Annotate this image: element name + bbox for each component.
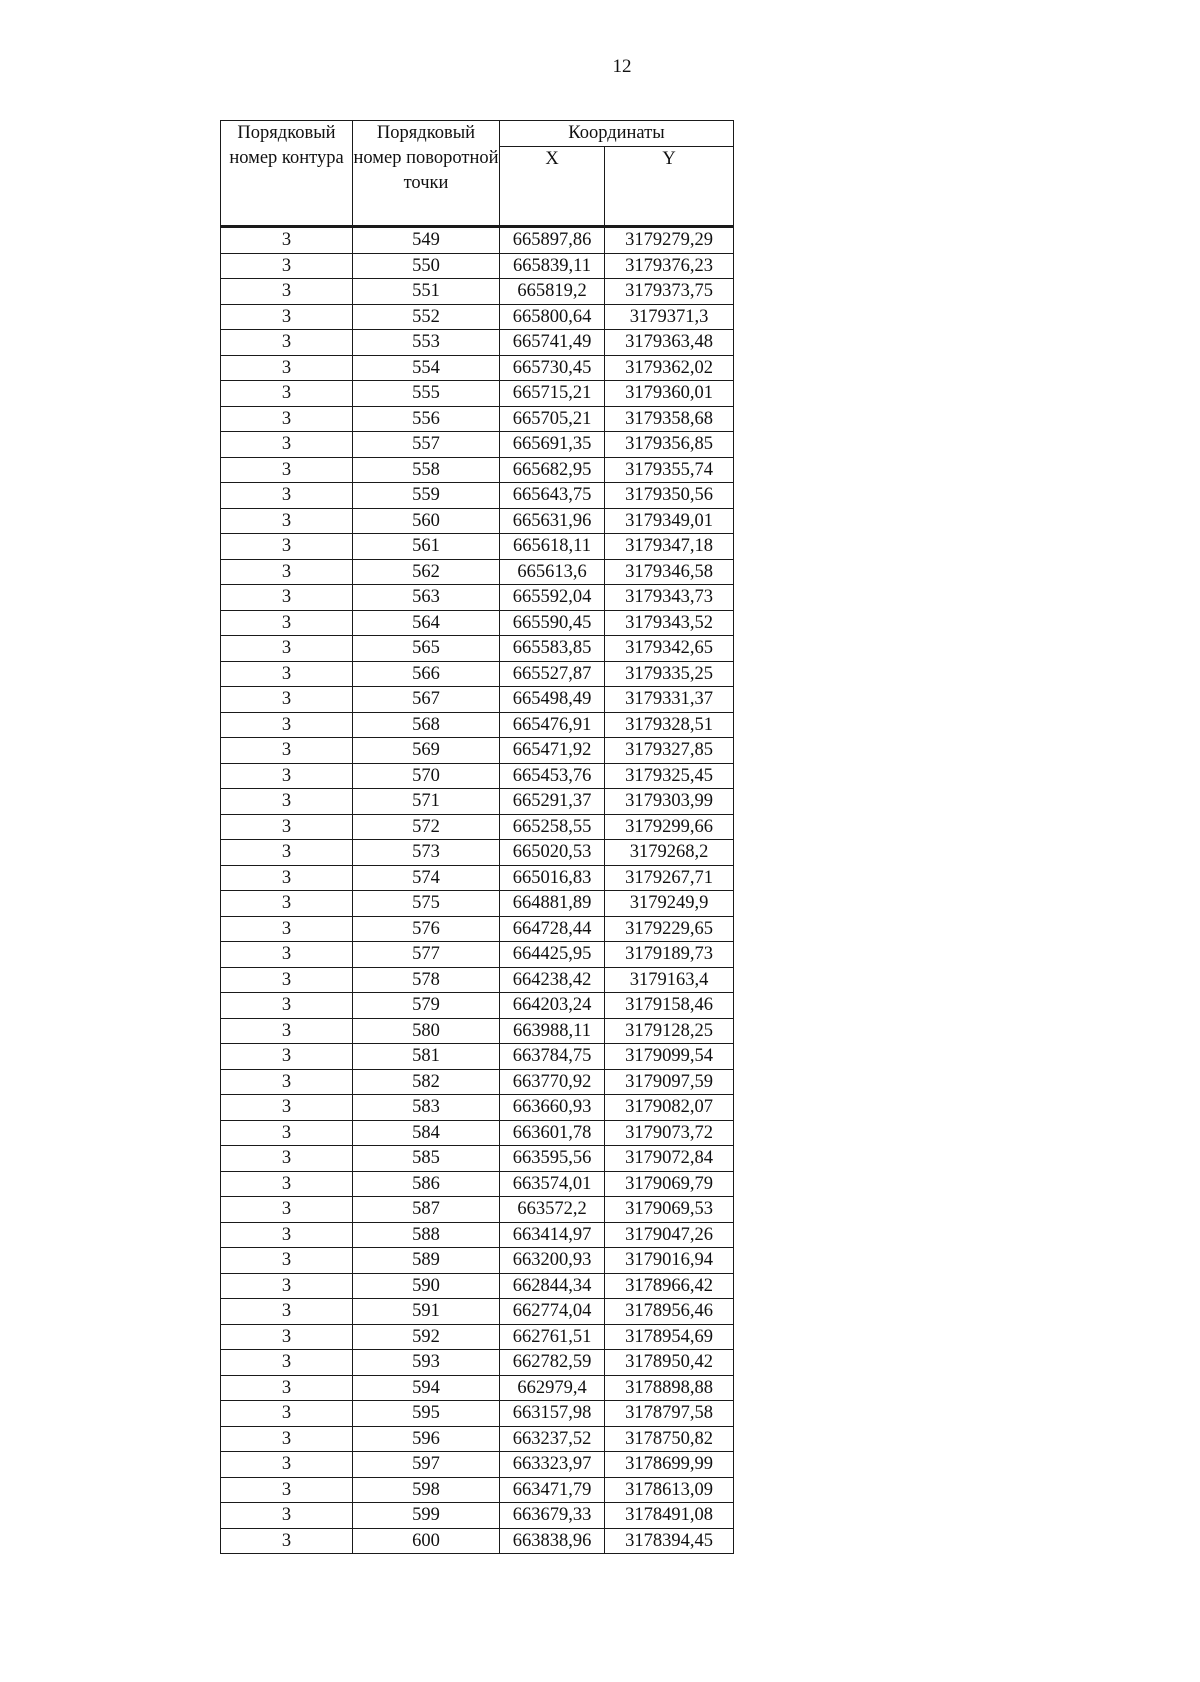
cell-point: 594 [353,1375,500,1401]
table-row [221,712,734,738]
cell-contour: 3 [221,1171,353,1197]
table-row [221,1044,734,1070]
cell-x: 663838,96 [500,1528,605,1554]
table-row [221,636,734,662]
cell-y: 3179299,66 [605,814,734,840]
header-coordinates: Координаты [500,121,734,147]
table-row [221,1069,734,1095]
cell-x: 664238,42 [500,967,605,993]
cell-point: 581 [353,1044,500,1070]
cell-point: 572 [353,814,500,840]
cell-x: 662844,34 [500,1273,605,1299]
table-row [221,1503,734,1529]
cell-point: 552 [353,304,500,330]
cell-x: 664425,95 [500,942,605,968]
cell-y: 3178491,08 [605,1503,734,1529]
cell-point: 573 [353,840,500,866]
cell-y: 3179373,75 [605,279,734,305]
table-row [221,610,734,636]
cell-y: 3179358,68 [605,406,734,432]
cell-x: 665715,21 [500,381,605,407]
cell-y: 3178394,45 [605,1528,734,1554]
table-row [221,534,734,560]
cell-x: 663574,01 [500,1171,605,1197]
cell-contour: 3 [221,355,353,381]
cell-point: 579 [353,993,500,1019]
cell-y: 3179128,25 [605,1018,734,1044]
cell-contour: 3 [221,253,353,279]
table-row [221,355,734,381]
cell-point: 570 [353,763,500,789]
table-row [221,1375,734,1401]
cell-point: 593 [353,1350,500,1376]
table-row [221,559,734,585]
cell-x: 662979,4 [500,1375,605,1401]
cell-contour: 3 [221,457,353,483]
cell-x: 663414,97 [500,1222,605,1248]
table-row [221,1197,734,1223]
cell-y: 3179069,53 [605,1197,734,1223]
cell-x: 665631,96 [500,508,605,534]
cell-y: 3178613,09 [605,1477,734,1503]
cell-y: 3179343,52 [605,610,734,636]
table-row [221,687,734,713]
cell-contour: 3 [221,1426,353,1452]
table-row [221,406,734,432]
table-row [221,1350,734,1376]
cell-x: 663988,11 [500,1018,605,1044]
table-row [221,508,734,534]
cell-y: 3179327,85 [605,738,734,764]
cell-contour: 3 [221,406,353,432]
cell-x: 665527,87 [500,661,605,687]
cell-point: 553 [353,330,500,356]
cell-contour: 3 [221,967,353,993]
table-row [221,1095,734,1121]
cell-x: 665682,95 [500,457,605,483]
cell-point: 580 [353,1018,500,1044]
cell-contour: 3 [221,814,353,840]
cell-x: 665839,11 [500,253,605,279]
cell-x: 665613,6 [500,559,605,585]
cell-point: 595 [353,1401,500,1427]
table-row [221,1528,734,1554]
cell-y: 3179371,3 [605,304,734,330]
cell-contour: 3 [221,1503,353,1529]
cell-x: 663237,52 [500,1426,605,1452]
cell-y: 3179158,46 [605,993,734,1019]
cell-x: 665583,85 [500,636,605,662]
cell-contour: 3 [221,1528,353,1554]
cell-point: 565 [353,636,500,662]
table-row [221,253,734,279]
cell-x: 665897,86 [500,227,605,254]
cell-contour: 3 [221,1299,353,1325]
cell-point: 586 [353,1171,500,1197]
cell-point: 560 [353,508,500,534]
cell-point: 569 [353,738,500,764]
cell-y: 3179343,73 [605,585,734,611]
cell-x: 663660,93 [500,1095,605,1121]
cell-x: 663471,79 [500,1477,605,1503]
cell-x: 663770,92 [500,1069,605,1095]
cell-point: 592 [353,1324,500,1350]
cell-y: 3178699,99 [605,1452,734,1478]
cell-contour: 3 [221,636,353,662]
cell-contour: 3 [221,891,353,917]
cell-contour: 3 [221,1248,353,1274]
cell-point: 600 [353,1528,500,1554]
page-number: 12 [612,56,632,77]
cell-contour: 3 [221,840,353,866]
cell-point: 551 [353,279,500,305]
cell-point: 577 [353,942,500,968]
cell-y: 3179072,84 [605,1146,734,1172]
cell-point: 587 [353,1197,500,1223]
cell-contour: 3 [221,865,353,891]
cell-contour: 3 [221,712,353,738]
table-row [221,1273,734,1299]
cell-contour: 3 [221,763,353,789]
cell-contour: 3 [221,661,353,687]
cell-x: 663601,78 [500,1120,605,1146]
table-row [221,1426,734,1452]
cell-y: 3179335,25 [605,661,734,687]
cell-point: 568 [353,712,500,738]
cell-y: 3179073,72 [605,1120,734,1146]
cell-contour: 3 [221,1477,353,1503]
cell-contour: 3 [221,585,353,611]
table-row [221,1248,734,1274]
table-row [221,1222,734,1248]
header-x: X [500,147,605,227]
cell-y: 3178797,58 [605,1401,734,1427]
cell-contour: 3 [221,687,353,713]
cell-point: 576 [353,916,500,942]
cell-point: 598 [353,1477,500,1503]
cell-x: 663595,56 [500,1146,605,1172]
cell-point: 563 [353,585,500,611]
table-row [221,891,734,917]
cell-point: 571 [353,789,500,815]
table-row [221,1324,734,1350]
cell-y: 3179097,59 [605,1069,734,1095]
table-row [221,942,734,968]
cell-x: 665741,49 [500,330,605,356]
cell-point: 599 [353,1503,500,1529]
cell-point: 597 [353,1452,500,1478]
cell-contour: 3 [221,1452,353,1478]
cell-y: 3178966,42 [605,1273,734,1299]
cell-x: 665800,64 [500,304,605,330]
cell-point: 596 [353,1426,500,1452]
cell-y: 3179346,58 [605,559,734,585]
cell-y: 3179363,48 [605,330,734,356]
cell-contour: 3 [221,559,353,585]
cell-contour: 3 [221,942,353,968]
cell-point: 584 [353,1120,500,1146]
cell-contour: 3 [221,789,353,815]
cell-y: 3179163,4 [605,967,734,993]
table-row [221,381,734,407]
cell-x: 665498,49 [500,687,605,713]
table-body [221,227,734,1554]
table-row [221,916,734,942]
cell-y: 3179267,71 [605,865,734,891]
cell-y: 3179189,73 [605,942,734,968]
cell-x: 662761,51 [500,1324,605,1350]
cell-y: 3179342,65 [605,636,734,662]
table-row [221,865,734,891]
cell-point: 578 [353,967,500,993]
cell-contour: 3 [221,1044,353,1070]
cell-point: 566 [353,661,500,687]
cell-point: 589 [353,1248,500,1274]
table-row [221,330,734,356]
cell-point: 556 [353,406,500,432]
cell-y: 3179347,18 [605,534,734,560]
cell-point: 575 [353,891,500,917]
cell-x: 665291,37 [500,789,605,815]
cell-contour: 3 [221,1222,353,1248]
cell-x: 665453,76 [500,763,605,789]
cell-x: 665258,55 [500,814,605,840]
table-row [221,1401,734,1427]
table-row [221,840,734,866]
cell-contour: 3 [221,1197,353,1223]
table-row [221,585,734,611]
cell-x: 663784,75 [500,1044,605,1070]
table-row [221,763,734,789]
cell-point: 583 [353,1095,500,1121]
cell-contour: 3 [221,1095,353,1121]
cell-y: 3179328,51 [605,712,734,738]
table-row [221,661,734,687]
cell-x: 665016,83 [500,865,605,891]
cell-y: 3179331,37 [605,687,734,713]
cell-x: 665020,53 [500,840,605,866]
table-row [221,1452,734,1478]
table-row [221,814,734,840]
cell-contour: 3 [221,738,353,764]
cell-point: 549 [353,227,500,254]
table-row [221,483,734,509]
cell-contour: 3 [221,916,353,942]
cell-contour: 3 [221,1069,353,1095]
cell-x: 665643,75 [500,483,605,509]
cell-contour: 3 [221,993,353,1019]
cell-contour: 3 [221,1120,353,1146]
cell-contour: 3 [221,381,353,407]
cell-y: 3178950,42 [605,1350,734,1376]
cell-contour: 3 [221,483,353,509]
cell-point: 550 [353,253,500,279]
cell-x: 665471,92 [500,738,605,764]
cell-x: 663572,2 [500,1197,605,1223]
cell-y: 3179355,74 [605,457,734,483]
cell-contour: 3 [221,279,353,305]
cell-x: 665705,21 [500,406,605,432]
cell-x: 665476,91 [500,712,605,738]
table-row [221,1120,734,1146]
cell-point: 588 [353,1222,500,1248]
cell-x: 663200,93 [500,1248,605,1274]
cell-y: 3179376,23 [605,253,734,279]
table-row [221,993,734,1019]
cell-y: 3179360,01 [605,381,734,407]
table-row [221,1018,734,1044]
cell-point: 558 [353,457,500,483]
cell-x: 663679,33 [500,1503,605,1529]
cell-x: 663157,98 [500,1401,605,1427]
table-row [221,279,734,305]
table-row [221,304,734,330]
cell-point: 585 [353,1146,500,1172]
header-point-number: Порядковый номер поворотной точки [353,121,500,227]
cell-y: 3179047,26 [605,1222,734,1248]
table-row [221,738,734,764]
cell-x: 663323,97 [500,1452,605,1478]
cell-contour: 3 [221,304,353,330]
cell-x: 665592,04 [500,585,605,611]
cell-contour: 3 [221,227,353,254]
cell-point: 555 [353,381,500,407]
cell-contour: 3 [221,508,353,534]
cell-y: 3179016,94 [605,1248,734,1274]
cell-contour: 3 [221,1018,353,1044]
cell-contour: 3 [221,1324,353,1350]
table-row [221,1477,734,1503]
cell-x: 664203,24 [500,993,605,1019]
cell-y: 3179069,79 [605,1171,734,1197]
cell-contour: 3 [221,1375,353,1401]
cell-y: 3179303,99 [605,789,734,815]
cell-y: 3178956,46 [605,1299,734,1325]
cell-point: 591 [353,1299,500,1325]
cell-x: 664881,89 [500,891,605,917]
table-header [221,121,734,227]
cell-x: 665819,2 [500,279,605,305]
cell-y: 3179350,56 [605,483,734,509]
cell-y: 3178898,88 [605,1375,734,1401]
cell-contour: 3 [221,1350,353,1376]
cell-point: 562 [353,559,500,585]
cell-contour: 3 [221,1146,353,1172]
table-row [221,432,734,458]
cell-point: 554 [353,355,500,381]
table-row [221,1299,734,1325]
cell-x: 662774,04 [500,1299,605,1325]
cell-contour: 3 [221,610,353,636]
cell-y: 3179229,65 [605,916,734,942]
cell-y: 3179349,01 [605,508,734,534]
cell-point: 561 [353,534,500,560]
cell-point: 564 [353,610,500,636]
cell-y: 3179325,45 [605,763,734,789]
cell-point: 557 [353,432,500,458]
cell-point: 574 [353,865,500,891]
table-row [221,967,734,993]
cell-x: 665618,11 [500,534,605,560]
cell-y: 3178750,82 [605,1426,734,1452]
cell-x: 662782,59 [500,1350,605,1376]
cell-x: 665590,45 [500,610,605,636]
header-contour-number: Порядковый номер контура [221,121,353,227]
cell-point: 559 [353,483,500,509]
table-row [221,1146,734,1172]
table-row [221,789,734,815]
cell-contour: 3 [221,330,353,356]
cell-contour: 3 [221,1401,353,1427]
table-row [221,227,734,254]
cell-x: 665691,35 [500,432,605,458]
cell-y: 3179249,9 [605,891,734,917]
coordinates-table [220,120,734,1554]
cell-x: 665730,45 [500,355,605,381]
cell-y: 3179099,54 [605,1044,734,1070]
cell-y: 3179356,85 [605,432,734,458]
cell-y: 3178954,69 [605,1324,734,1350]
cell-y: 3179362,02 [605,355,734,381]
cell-y: 3179268,2 [605,840,734,866]
cell-point: 582 [353,1069,500,1095]
cell-y: 3179279,29 [605,227,734,254]
cell-point: 590 [353,1273,500,1299]
table-row [221,1171,734,1197]
cell-y: 3179082,07 [605,1095,734,1121]
table-row [221,457,734,483]
cell-contour: 3 [221,534,353,560]
cell-contour: 3 [221,432,353,458]
cell-x: 664728,44 [500,916,605,942]
cell-contour: 3 [221,1273,353,1299]
header-y: Y [605,147,734,227]
cell-point: 567 [353,687,500,713]
